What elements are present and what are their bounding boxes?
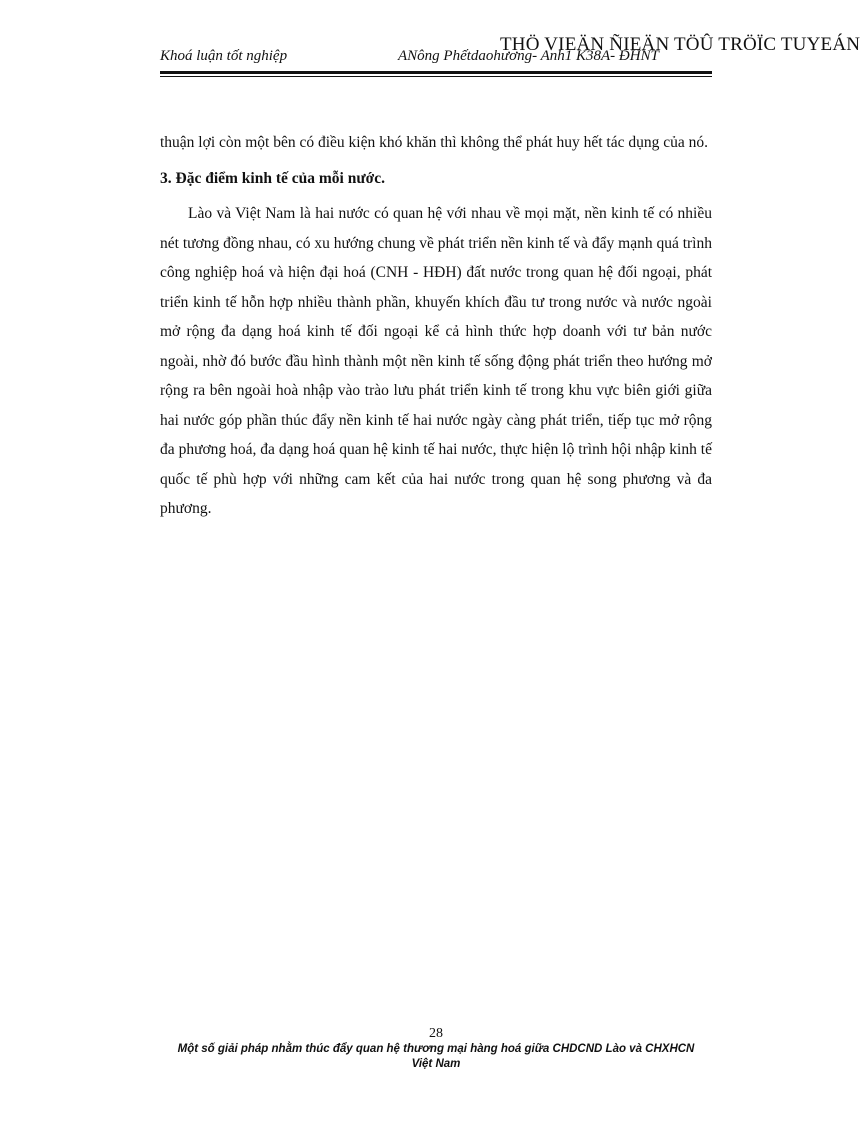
- paragraph-economic-features: Lào và Việt Nam là hai nước có quan hệ với nhau về mọi mặt, nền kinh tế có nhiều nét tương đồng nhau, có xu hướng chung về phát triển nền kinh tế và đẩy mạnh quá trình công nghiệp hoá và hiện đại hoá (CNH - HĐH) đất nước trong quan hệ đối ngoại, phát triển kinh tế hỗn hợp nhiều thành phần, khuyến khích đầu tư trong nước và nước ngoài mở rộng đa dạng hoá kinh tế đối ngoại kể cả hình thức hợp doanh với tư bản nước ngoài, nhờ đó bước đầu hình thành một nền kinh tế sống động phát triển theo hướng mở rộng ra bên ngoài hoà nhập vào trào lưu phát triển kinh tế trong khu vực biên giới giữa hai nước góp phần thúc đẩy nền kinh tế hai nước ngày càng phát triển, tiếp tục mở rộng đa phương hoá, đa dạng hoá quan hệ kinh tế hai nước, thực hiện lộ trình hội nhập kinh tế quốc tế phù hợp với những cam kết của hai nước trong quan hệ song phương và đa phương.: [160, 205, 712, 517]
- page-footer: [160, 1026, 712, 1072]
- section-heading: 3. Đặc điểm kinh tế của mỗi nước.: [160, 169, 385, 187]
- header-rule-thin: [160, 76, 712, 77]
- header-thesis-label: Khoá luận tốt nghiệp: [160, 48, 288, 64]
- page-content: [160, 128, 712, 524]
- footer-thesis-title: Một số giải pháp nhằm thúc đẩy quan hệ thương mại hàng hoá giữa CHDCND Lào và CHXHCN Việt Nam: [177, 1043, 695, 1070]
- page-number: 28: [429, 1026, 443, 1041]
- library-watermark: THÖ VIEÄN ÑIEÄN TÖÛ TRÖÏC TUYEÁN: [500, 34, 860, 55]
- header-author-info: ANông Phếtdaohương- Anh1 K38A- ĐHNT: [398, 48, 659, 64]
- header-rule-thick: [160, 71, 712, 74]
- paragraph-continuation: thuận lợi còn một bên có điều kiện khó khăn thì không thể phát huy hết tác dụng của nó.: [160, 134, 708, 151]
